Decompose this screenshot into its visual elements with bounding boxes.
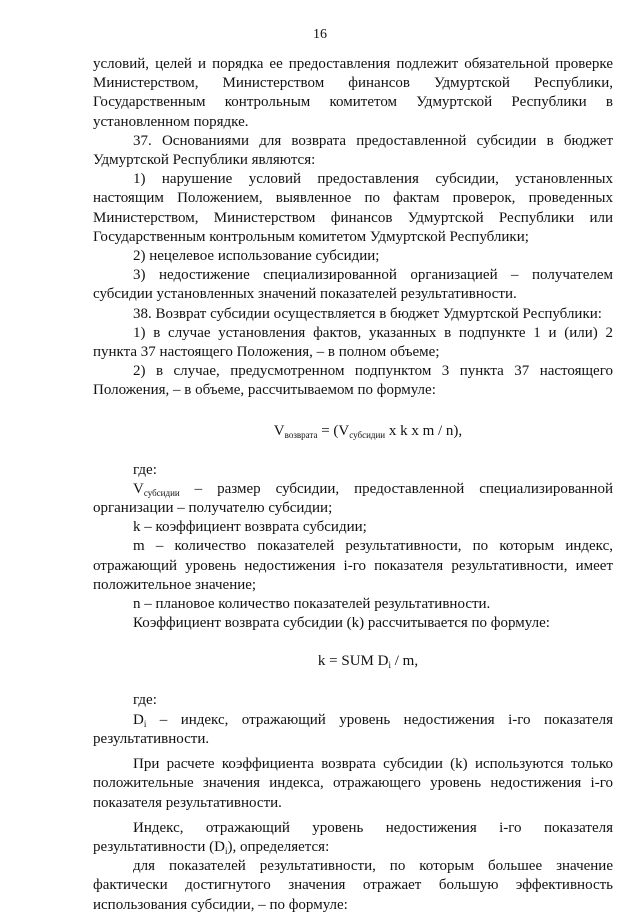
item-38-2: 2) в случае, предусмотренном подпунктом 3 пункта 37 настоящего Положения, – в объеме, рассчитываемом по формуле: — [93, 363, 613, 399]
formula-refund-volume: $V_{возврата} = (V_{субсидии}$ x k x m / n), — [273, 422, 463, 440]
page-number: 16 — [313, 27, 327, 42]
definition-v-subsidy: $V_{субсидии}$ – размер субсидии, предоставленной специализированной организации – получателю субсидии; — [93, 480, 613, 517]
document-body — [93, 55, 613, 915]
paragraph-positive-values: При расчете коэффициента возврата субсидии (k) используются только положительные значения индекса, отражающего уровень недостижения i-го показателя результативности. — [93, 756, 613, 811]
formula-coefficient: k = SUM $D_i$ / m, — [317, 653, 419, 671]
item-37-1: 1) нарушение условий предоставления субсидии, установленных настоящим Положением, выявленное по фактам проверок, проведенных Министерством, Министерством финансов Удмуртской Республики или Государственным контрольным комитетом Удмуртской Республики; — [93, 171, 613, 245]
coefficient-intro: Коэффициент возврата субсидии (k) рассчитывается по формуле: — [133, 615, 550, 632]
item-38-1: 1) в случае установления фактов, указанных в подпункте 1 и (или) 2 пункта 37 настоящего Положения, – в полном объеме; — [93, 324, 613, 361]
paragraph-efficiency: для показателей результативности, по которым большее значение фактически достигнутого значения отражает большую эффективность использования субсидии, – по формуле: — [93, 858, 613, 913]
where-label-1: где: — [133, 461, 157, 478]
definition-n: n – плановое количество показателей результативности. — [133, 596, 491, 613]
where-label-2: где: — [133, 692, 157, 709]
paragraph-38: 38. Возврат субсидии осуществляется в бюджет Удмуртской Республики: — [133, 305, 602, 322]
paragraph-index-definition: Индекс, отражающий уровень недостижения i-го показателя результативности $(D_i)$, определяется: — [93, 819, 613, 856]
item-37-2: 2) нецелевое использование субсидии; — [133, 248, 380, 265]
paragraph-37: 37. Основаниями для возврата предоставленной субсидии в бюджет Удмуртской Республики являются: — [93, 132, 613, 169]
paragraph-continuation: условий, целей и порядка ее предоставления подлежит обязательной проверке Министерством, Министерством финансов Удмуртской Республики, Государственным контрольным комитетом Удмуртской Республики в установленном порядке. — [93, 56, 613, 130]
item-37-3: 3) недостижение специализированной организацией – получателем субсидии установленных значений показателей результативности. — [93, 267, 613, 303]
definition-di: $D_i$ – индекс, отражающий уровень недостижения i-го показателя результативности. — [93, 711, 613, 747]
definition-m: m – количество показателей результативности, по которым индекс, отражающий уровень недостижения i-го показателя результативности, имеет положительное значение; — [93, 538, 613, 593]
definition-k: k – коэффициент возврата субсидии; — [133, 519, 367, 536]
